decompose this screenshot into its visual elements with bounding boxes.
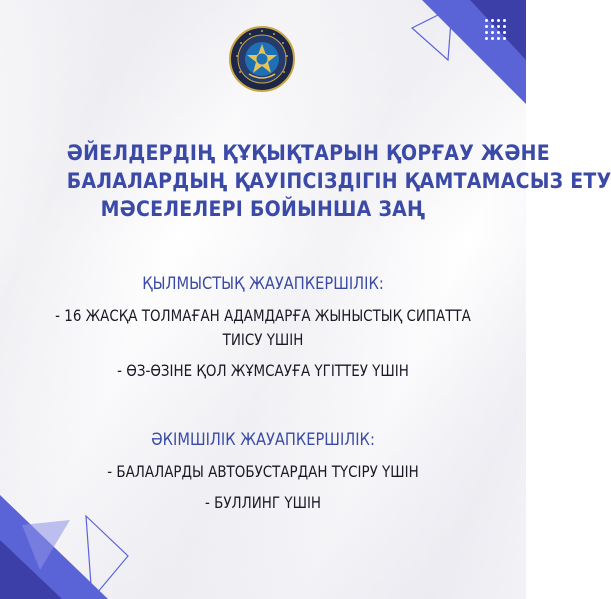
page-title: [66, 140, 611, 224]
title-line-2: БАЛАЛАРДЫҢ ҚАУІПСІЗДІГІН ҚАМТАМАСЫЗ ЕТУ: [66, 169, 611, 194]
title-line-3: МӘСЕЛЕЛЕРІ БОЙЫНША ЗАҢ: [100, 197, 426, 222]
ministry-emblem-icon: [229, 26, 295, 92]
dot-grid-icon: [485, 19, 507, 41]
administrative-item-1: - БАЛАЛАРДЫ АВТОБУСТАРДАН ТҮСІРУ ҮШІН: [107, 462, 419, 481]
criminal-item-2: - ӨЗ-ӨЗІНЕ ҚОЛ ЖҰМСАУҒА ҮГІТТЕУ ҮШІН: [117, 361, 409, 380]
administrative-heading: ӘКІМШІЛІК ЖАУАПКЕРШІЛІК:: [151, 430, 375, 450]
administrative-item-2: - БУЛЛИНГ ҮШІН: [204, 493, 322, 512]
criminal-heading: ҚЫЛМЫСТЫҚ ЖАУАПКЕРШІЛІК:: [142, 274, 384, 294]
title-line-1: ӘЙЕЛДЕРДІҢ ҚҰҚЫҚТАРЫН ҚОРҒАУ ЖӘНЕ: [66, 141, 550, 166]
criminal-item-1-line-1: - 16 ЖАСҚА ТОЛМАҒАН АДАМДАРҒА ЖЫНЫСТЫҚ СИПАТТА: [55, 306, 471, 325]
criminal-item-1-line-2: ТИІСУ ҮШІН: [222, 330, 304, 349]
